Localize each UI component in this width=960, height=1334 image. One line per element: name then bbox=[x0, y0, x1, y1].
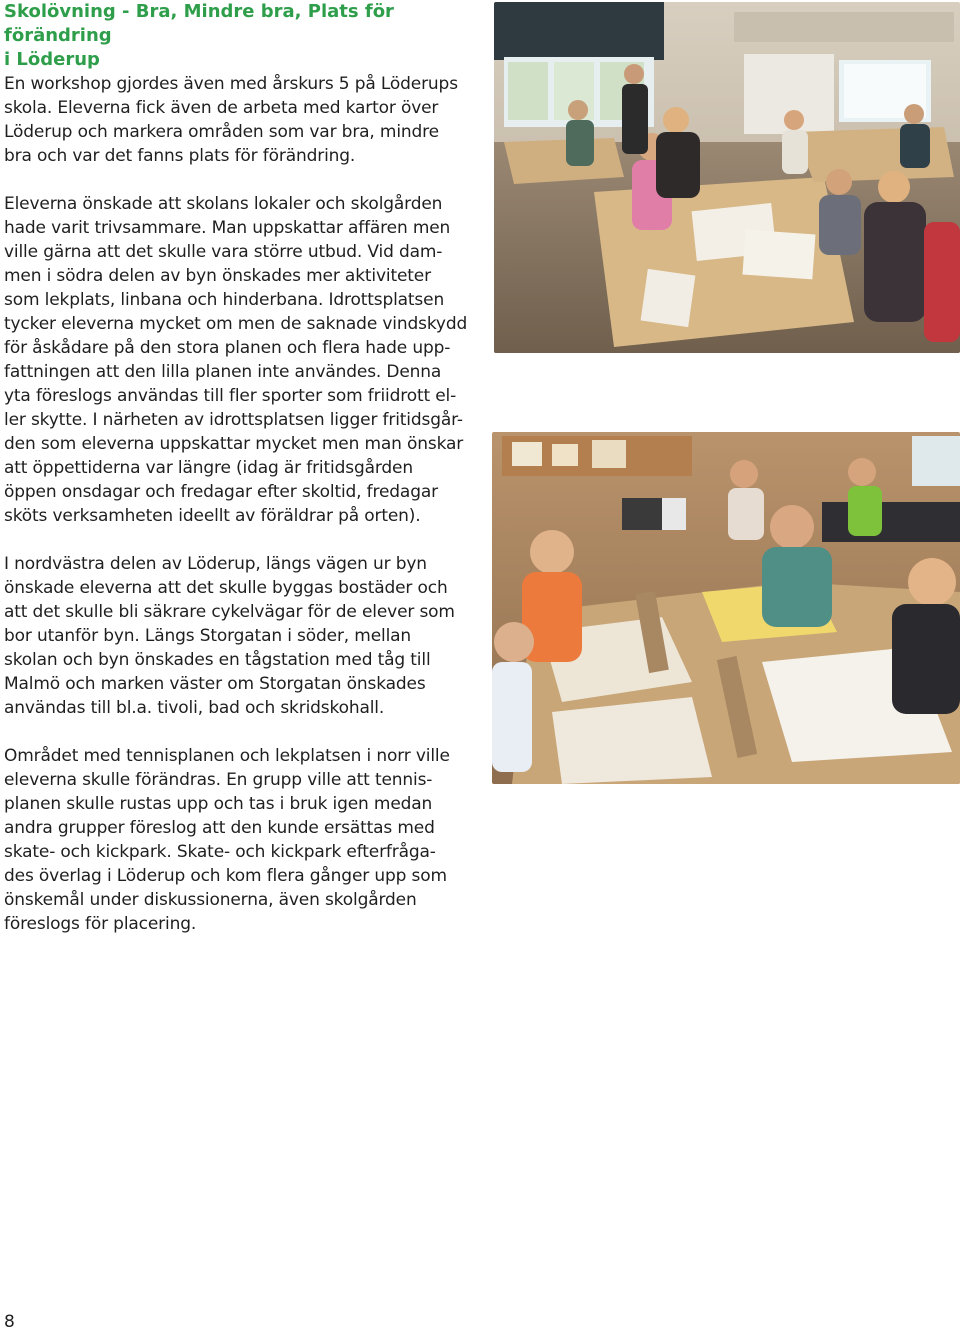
heading-line-2: i Löderup bbox=[4, 49, 100, 70]
paragraph-tennis: Området med tennisplanen och lekplatsen i norr ville eleverna skulle förändras. En grupp ville att tennis- planen skulle rustas upp och tas i bruk igen medan andra grupper föreslog att den kunde ersättas med skate- och kickpark. Skate- och kickpark efterfråga- des överlag i Löderup och kom flera gånger upp som önskemål under diskussionerna, även skolgården föreslogs för placering. bbox=[4, 746, 450, 934]
heading-line-1: Skolövning - Bra, Mindre bra, Plats för förändring bbox=[4, 1, 394, 46]
article-column bbox=[4, 0, 482, 936]
classroom-photo-image bbox=[494, 2, 960, 353]
classroom-photo bbox=[494, 2, 960, 353]
map-workshop-photo bbox=[492, 432, 960, 784]
paragraph-northwest: I nordvästra delen av Löderup, längs vägen ur byn önskade eleverna att det skulle byggas bostäder och att det skulle bli säkrare cykelvägar för de elever som bor utanför byn. Längs Storgatan i söder, mellan skolan och byn önskades en tågstation med tåg till Malmö och marken väster om Storgatan önskades användas till bl.a. tivoli, bad och skridskohall. bbox=[4, 554, 455, 718]
map-workshop-photo-image bbox=[492, 432, 960, 784]
paragraph-intro: En workshop gjordes även med årskurs 5 på Löderups skola. Eleverna fick även de arbeta med kartor över Löderup och markera områden som var bra, mindre bra och var det fanns plats för förändring. bbox=[4, 74, 458, 166]
article-heading bbox=[4, 0, 482, 72]
page-number: 8 bbox=[4, 1312, 15, 1332]
paragraph-wishes: Eleverna önskade att skolans lokaler och skolgården hade varit trivsammare. Man uppskattar affären men ville gärna att det skulle vara större utbud. Vid dam- men i södra delen av byn önskades mer aktiviteter som lekplats, linbana och hinderbana. Idrottsplatsen tycker eleverna mycket om men de saknade vindskydd för åskådare på den stora planen och flera hade upp- fattningen att den lilla planen inte användes. Denna yta föreslogs användas till fler sporter som friidrott el- ler skytte. I närheten av idrottsplatsen ligger fritidsgår- den som eleverna uppskattar mycket men man önskar att öppettiderna var längre (idag är fritidsgården öppen onsdagar och fredagar efter skoltid, fredagar sköts verksamheten ideellt av föräldrar på orten). bbox=[4, 194, 468, 526]
